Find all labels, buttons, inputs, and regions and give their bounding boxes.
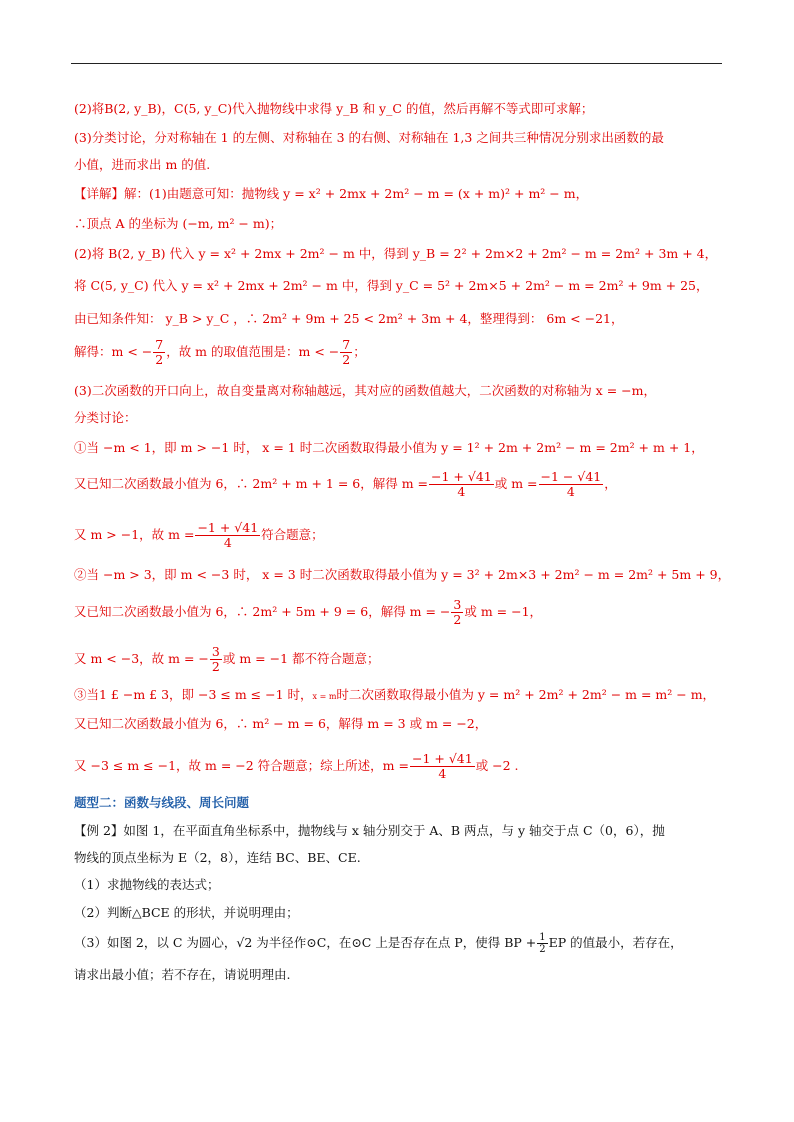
part3-intro-line: (3)二次函数的开口向上，故自变量离对称轴越远，其对应的函数值越大，二次函数的对称轴为 x = −m， bbox=[74, 383, 656, 398]
fraction-denominator: 2 bbox=[539, 944, 546, 955]
substitute-c-line: 将 C(5, y_C) 代入 y = x² + 2mx + 2m² − m 中，得到 y_C = 5² + 2m×5 + 2m² − m = 2m² + 9m + 25， bbox=[74, 278, 709, 293]
text-segment: ， bbox=[604, 476, 617, 491]
case2-conclusion-line bbox=[74, 645, 380, 674]
small-text-segment: x = m bbox=[312, 692, 337, 701]
fraction-root-minus bbox=[539, 470, 604, 499]
text-segment: ； bbox=[353, 344, 366, 359]
case1-line: ①当 −m < 1，即 m > −1 时， x = 1 时二次函数取得最小值为 y = 1² + 2m + 2m² − m = 2m² + m + 1， bbox=[74, 440, 704, 455]
fraction-numerator: 3 bbox=[453, 597, 462, 612]
case2-line: ②当 −m > 3，即 m < −3 时， x = 3 时二次函数取得最小值为 y = 3² + 2m×3 + 2m² − m = 2m² + 5m + 9， bbox=[74, 567, 731, 582]
fraction-numerator: 7 bbox=[342, 337, 351, 352]
fraction-three-halves bbox=[451, 598, 463, 627]
text-segment: ，故 m 的取值范围是：m < − bbox=[166, 344, 340, 359]
fraction-denominator: 4 bbox=[438, 766, 447, 781]
fraction-numerator: 3 bbox=[211, 644, 220, 659]
fraction-numerator: −1 + √41 bbox=[411, 751, 473, 766]
fraction-seven-halves bbox=[153, 338, 165, 367]
fraction-denominator: 2 bbox=[342, 352, 351, 367]
fraction-numerator: 7 bbox=[155, 337, 164, 352]
text-segment: 或 m = −1， bbox=[464, 604, 543, 619]
final-conclusion-line bbox=[74, 752, 519, 781]
fraction-root-plus bbox=[410, 752, 475, 781]
case3-line bbox=[74, 687, 715, 705]
text-segment: 或 m = −1 都不符合题意； bbox=[222, 651, 380, 666]
example-statement-line-2: 物线的顶点坐标为 E（2，8），连结 BC、BE、CE. bbox=[74, 850, 361, 865]
text-segment: 又 m > −1，故 m = bbox=[74, 527, 195, 542]
vertex-coordinate-line: ∴顶点 A 的坐标为 (−m, m² − m)； bbox=[74, 216, 283, 231]
substitute-b-line: (2)将 B(2, y_B) 代入 y = x² + 2mx + 2m² − m 中，得到 y_B = 2² + 2m×2 + 2m² − m = 2m² + 3m + 4， bbox=[74, 246, 718, 261]
fraction-numerator: −1 + √41 bbox=[431, 469, 492, 484]
inequality-line: 由已知条件知： y_B > y_C ，∴ 2m² + 9m + 25 < 2m² + 3m + 4，整理得到： 6m < −21， bbox=[74, 311, 624, 326]
example-question-3 bbox=[74, 932, 683, 955]
solution-step-2-hint: (2)将B(2, y_B)，C(5, y_C)代入抛物线中求得 y_B 和 y_C 的值，然后再解不等式即可求解； bbox=[74, 101, 594, 116]
text-segment: 又 −3 ≤ m ≤ −1，故 m = −2 符合题意；综上所述，m = bbox=[74, 758, 409, 773]
text-segment: 或 m = bbox=[494, 476, 538, 491]
text-segment: 符合题意； bbox=[261, 527, 324, 542]
section-title: 题型二：函数与线段、周长问题 bbox=[74, 795, 250, 810]
fraction-three-halves bbox=[210, 645, 222, 674]
text-segment: 解得：m < − bbox=[74, 344, 153, 359]
text-segment: 又已知二次函数最小值为 6，∴ 2m² + m + 1 = 6，解得 m = bbox=[74, 476, 429, 491]
solution-step-3-hint-cont: 小值，进而求出 m 的值. bbox=[74, 157, 211, 172]
text-segment: 或 −2 . bbox=[475, 758, 519, 773]
header-rule bbox=[71, 63, 722, 64]
text-segment: 时二次函数取得最小值为 y = m² + 2m² + 2m² − m = m² − m， bbox=[336, 687, 716, 702]
fraction-denominator: 2 bbox=[211, 659, 220, 674]
case1-solve-line bbox=[74, 470, 617, 499]
solution-detail-intro: 【详解】解：(1)由题意可知：抛物线 y = x² + 2mx + 2m² − m = (x + m)² + m² − m， bbox=[74, 186, 589, 201]
case3-solve-line: 又已知二次函数最小值为 6，∴ m² − m = 6，解得 m = 3 或 m = −2， bbox=[74, 716, 488, 731]
text-segment: （3）如图 2，以 C 为圆心，√2 为半径作⊙C，在⊙C 上是否存在点 P，使得 BP + bbox=[74, 935, 537, 950]
solve-range-line bbox=[74, 338, 366, 367]
example-question-3-cont: 请求出最小值；若不存在，请说明理由. bbox=[74, 967, 291, 982]
text-segment: EP 的值最小，若存在， bbox=[548, 935, 683, 950]
fraction-numerator: −1 − √41 bbox=[540, 469, 602, 484]
case-discussion-label: 分类讨论： bbox=[74, 410, 137, 425]
fraction-denominator: 2 bbox=[155, 352, 164, 367]
text-segment: 又已知二次函数最小值为 6，∴ 2m² + 5m + 9 = 6，解得 m = − bbox=[74, 604, 451, 619]
fraction-denominator: 4 bbox=[223, 535, 232, 550]
fraction-denominator: 4 bbox=[566, 484, 575, 499]
example-statement-line-1: 【例 2】如图 1，在平面直角坐标系中，抛物线与 x 轴分别交于 A、B 两点，与 y 轴交于点 C（0，6），抛 bbox=[74, 823, 665, 838]
fraction-denominator: 2 bbox=[453, 612, 462, 627]
solution-step-3-hint: (3)分类讨论，分对称轴在 1 的左侧、对称轴在 3 的右侧、对称轴在 1,3 之间共三种情况分别求出函数的最 bbox=[74, 130, 664, 145]
fraction-seven-halves bbox=[340, 338, 352, 367]
text-segment: 又 m < −3，故 m = − bbox=[74, 651, 209, 666]
example-question-1: （1）求抛物线的表达式； bbox=[74, 877, 220, 892]
fraction-root-plus bbox=[429, 470, 494, 499]
fraction-root-plus bbox=[195, 521, 260, 550]
case2-solve-line bbox=[74, 598, 542, 627]
fraction-one-half bbox=[537, 932, 547, 955]
example-question-2: （2）判断△BCE 的形状，并说明理由； bbox=[74, 905, 299, 920]
text-segment: ③当1 £ −m £ 3，即 −3 ≤ m ≤ −1 时， bbox=[74, 687, 313, 702]
fraction-numerator: 1 bbox=[539, 932, 546, 943]
case1-conclusion-line bbox=[74, 521, 324, 550]
fraction-numerator: −1 + √41 bbox=[197, 520, 259, 535]
fraction-denominator: 4 bbox=[457, 484, 466, 499]
